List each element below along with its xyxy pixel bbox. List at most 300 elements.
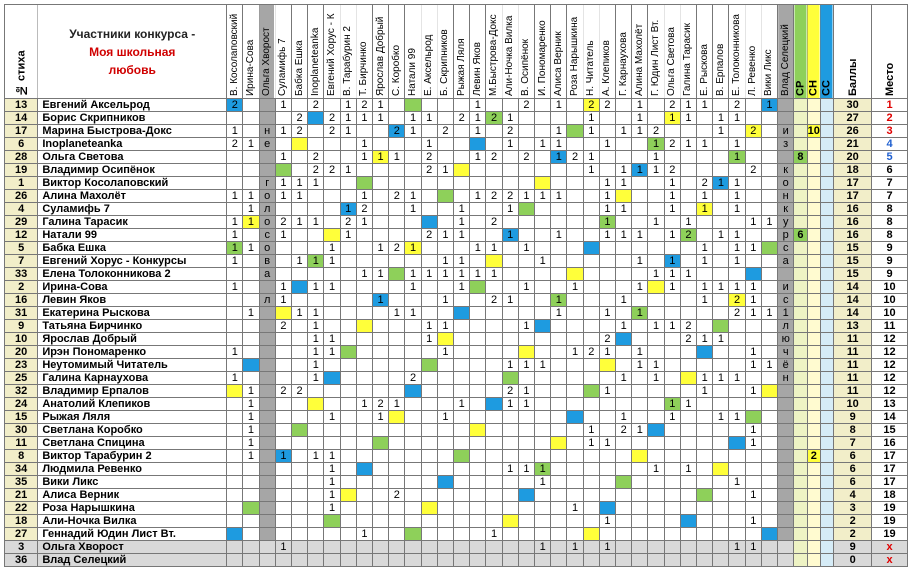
vote-cell [518, 502, 534, 515]
vote-cell [518, 294, 534, 307]
score-cell: 16 [834, 229, 872, 242]
vote-cell [227, 515, 243, 528]
vote-cell [680, 281, 696, 294]
row-number: 2 [5, 281, 38, 294]
special-cell [807, 372, 820, 385]
vote-cell [227, 450, 243, 463]
vote-cell [486, 554, 502, 567]
header-score: Баллы [834, 5, 872, 99]
vote-cell: 1 [745, 216, 761, 229]
vote-cell [486, 463, 502, 476]
vote-cell: 1 [373, 242, 389, 255]
vote-cell [761, 528, 777, 541]
vote-cell [616, 268, 632, 281]
score-cell: 27 [834, 112, 872, 125]
vote-cell: 2 [292, 385, 308, 398]
vote-cell [308, 554, 324, 567]
table-row [5, 320, 908, 333]
judge-header: Н. Читатель [583, 5, 599, 99]
vote-cell: 1 [680, 268, 696, 281]
vote-cell [486, 320, 502, 333]
vote-cell: 2 [389, 489, 405, 502]
vote-cell [389, 476, 405, 489]
vote-cell [697, 268, 713, 281]
vote-cell [535, 515, 551, 528]
vote-cell [437, 515, 453, 528]
vote-cell [680, 424, 696, 437]
row-number: 12 [5, 229, 38, 242]
vote-cell [470, 502, 486, 515]
vote-cell [373, 203, 389, 216]
vote-cell: 1 [308, 320, 324, 333]
vote-cell: 1 [648, 268, 664, 281]
judge-header: В. Ерпалов [713, 5, 729, 99]
table-row [5, 489, 908, 502]
vote-cell [697, 437, 713, 450]
vote-cell: 1 [745, 242, 761, 255]
vote-cell [356, 411, 372, 424]
vote-cell: 1 [729, 372, 745, 385]
special-cell [794, 203, 807, 216]
vote-cell [680, 294, 696, 307]
vote-cell: 2 [437, 125, 453, 138]
vote-cell: 1 [373, 151, 389, 164]
vote-cell [567, 385, 583, 398]
vote-cell: 1 [632, 99, 648, 112]
vote-cell [502, 268, 518, 281]
vote-cell: 1 [599, 515, 615, 528]
vote-cell [502, 424, 518, 437]
vote-cell [340, 138, 356, 151]
vote-cell [227, 541, 243, 554]
vote-cell: 1 [745, 515, 761, 528]
vote-cell: 1 [356, 190, 372, 203]
vote-cell: 1 [697, 294, 713, 307]
judge-header: Inoplaneteanka [308, 5, 324, 99]
vote-cell [567, 320, 583, 333]
vote-cell [729, 424, 745, 437]
vote-cell [729, 320, 745, 333]
vote-cell [470, 385, 486, 398]
vote-cell: 1 [599, 437, 615, 450]
vote-cell [292, 99, 308, 112]
place-cell: 7 [872, 177, 908, 190]
special-cell [820, 372, 833, 385]
vote-cell: 1 [470, 151, 486, 164]
vote-cell [778, 515, 794, 528]
vote-cell [502, 489, 518, 502]
vote-cell [745, 177, 761, 190]
vote-cell [583, 281, 599, 294]
vote-cell [583, 320, 599, 333]
vote-cell [632, 502, 648, 515]
vote-cell [697, 320, 713, 333]
vote-cell [761, 294, 777, 307]
vote-cell: 1 [275, 190, 291, 203]
vote-cell [259, 281, 275, 294]
participant-name: Евгений Хорус - Конкурсы [38, 255, 227, 268]
vote-cell: 1 [599, 385, 615, 398]
place-cell: 13 [872, 398, 908, 411]
vote-cell [697, 554, 713, 567]
special-cell [820, 333, 833, 346]
vote-cell [713, 398, 729, 411]
vote-cell: з [778, 138, 794, 151]
vote-cell [340, 359, 356, 372]
vote-cell [470, 398, 486, 411]
vote-cell [373, 359, 389, 372]
vote-cell [308, 190, 324, 203]
vote-cell: 1 [664, 177, 680, 190]
vote-cell [389, 112, 405, 125]
vote-cell [486, 177, 502, 190]
vote-cell [551, 281, 567, 294]
vote-cell [567, 359, 583, 372]
vote-cell: 1 [340, 125, 356, 138]
vote-cell [502, 528, 518, 541]
special-cell [794, 515, 807, 528]
vote-cell [761, 476, 777, 489]
vote-cell [502, 372, 518, 385]
vote-cell: 2 [389, 242, 405, 255]
vote-cell: 1 [664, 411, 680, 424]
contest-title [38, 5, 227, 99]
special-cell [820, 203, 833, 216]
vote-cell [470, 476, 486, 489]
vote-cell [616, 216, 632, 229]
vote-cell [324, 294, 340, 307]
vote-cell [729, 333, 745, 346]
participant-name: Ярослав Добрый [38, 333, 227, 346]
participant-name: Светлана Коробко [38, 424, 227, 437]
vote-cell [437, 242, 453, 255]
vote-cell: 1 [502, 229, 518, 242]
vote-cell [616, 255, 632, 268]
vote-cell [389, 515, 405, 528]
vote-cell [761, 450, 777, 463]
vote-cell [551, 164, 567, 177]
vote-cell [470, 320, 486, 333]
vote-cell [518, 515, 534, 528]
special-cell [807, 424, 820, 437]
row-number: 26 [5, 190, 38, 203]
vote-cell [632, 385, 648, 398]
vote-cell [616, 333, 632, 346]
vote-cell: 1 [227, 281, 243, 294]
special-header: СС [820, 5, 833, 99]
vote-cell: 2 [308, 99, 324, 112]
vote-cell [648, 203, 664, 216]
vote-cell: 2 [664, 164, 680, 177]
score-cell: 6 [834, 463, 872, 476]
special-cell [820, 359, 833, 372]
vote-cell: 1 [632, 164, 648, 177]
vote-cell [551, 268, 567, 281]
special-cell [820, 541, 833, 554]
vote-cell [486, 411, 502, 424]
vote-cell [405, 424, 421, 437]
vote-cell: 2 [275, 216, 291, 229]
vote-cell: 2 [599, 333, 615, 346]
vote-cell [632, 541, 648, 554]
vote-cell: 1 [713, 177, 729, 190]
vote-cell [292, 372, 308, 385]
vote-cell [356, 554, 372, 567]
vote-cell: 1 [583, 125, 599, 138]
vote-cell [680, 164, 696, 177]
vote-cell [421, 463, 437, 476]
vote-cell [454, 385, 470, 398]
vote-cell: 1 [437, 320, 453, 333]
special-cell [794, 125, 807, 138]
vote-cell [308, 385, 324, 398]
vote-cell [421, 307, 437, 320]
vote-cell: 1 [292, 177, 308, 190]
vote-cell [761, 203, 777, 216]
vote-cell: 1 [567, 541, 583, 554]
participant-name: Галина Тарасик [38, 216, 227, 229]
vote-cell: 1 [437, 164, 453, 177]
table-row [5, 281, 908, 294]
vote-cell: 1 [664, 203, 680, 216]
vote-cell [421, 528, 437, 541]
special-cell [807, 268, 820, 281]
vote-cell: 1 [470, 99, 486, 112]
vote-cell: 1 [405, 268, 421, 281]
special-cell [820, 528, 833, 541]
vote-cell [373, 229, 389, 242]
vote-cell [664, 307, 680, 320]
vote-cell [259, 411, 275, 424]
vote-cell [243, 125, 259, 138]
vote-cell [567, 177, 583, 190]
judge-header: В. Осипёнок [518, 5, 534, 99]
vote-cell [292, 450, 308, 463]
vote-cell [470, 229, 486, 242]
vote-cell [551, 372, 567, 385]
special-cell [794, 281, 807, 294]
vote-cell: 1 [227, 242, 243, 255]
vote-cell [340, 177, 356, 190]
vote-cell [454, 554, 470, 567]
score-cell: 6 [834, 450, 872, 463]
vote-cell [373, 450, 389, 463]
vote-cell [389, 333, 405, 346]
vote-cell [308, 463, 324, 476]
vote-cell [729, 528, 745, 541]
table-row [5, 216, 908, 229]
vote-cell [324, 151, 340, 164]
vote-cell: 1 [745, 437, 761, 450]
special-cell [807, 320, 820, 333]
vote-cell [292, 281, 308, 294]
vote-cell [745, 203, 761, 216]
row-number: 17 [5, 125, 38, 138]
vote-cell: 2 [486, 190, 502, 203]
participant-name: Inoplaneteanka [38, 138, 227, 151]
vote-cell [713, 320, 729, 333]
vote-cell [502, 476, 518, 489]
vote-cell [745, 255, 761, 268]
vote-cell [243, 229, 259, 242]
vote-cell: 1 [454, 398, 470, 411]
vote-cell [275, 411, 291, 424]
vote-cell: 1 [616, 177, 632, 190]
vote-cell [551, 177, 567, 190]
vote-cell [454, 450, 470, 463]
vote-cell [373, 216, 389, 229]
vote-cell [729, 346, 745, 359]
vote-cell [616, 242, 632, 255]
vote-cell [324, 268, 340, 281]
vote-cell: 1 [340, 164, 356, 177]
vote-cell [486, 437, 502, 450]
vote-cell [535, 398, 551, 411]
special-cell: 2 [807, 450, 820, 463]
judge-header: В. Тарабурин 2 [340, 5, 356, 99]
participant-name: Евгений Аксельрод [38, 99, 227, 112]
vote-cell: 1 [405, 242, 421, 255]
place-cell: x [872, 541, 908, 554]
vote-cell [502, 346, 518, 359]
vote-cell [454, 190, 470, 203]
vote-cell [486, 476, 502, 489]
vote-cell [697, 164, 713, 177]
special-cell [820, 320, 833, 333]
vote-cell [583, 203, 599, 216]
place-cell: 12 [872, 333, 908, 346]
vote-cell: 1 [680, 216, 696, 229]
vote-cell [227, 177, 243, 190]
vote-cell [421, 489, 437, 502]
vote-cell [340, 515, 356, 528]
vote-cell [713, 255, 729, 268]
vote-cell: о [778, 177, 794, 190]
vote-cell [486, 502, 502, 515]
vote-cell [275, 489, 291, 502]
vote-cell [340, 502, 356, 515]
vote-cell [583, 385, 599, 398]
special-cell [794, 268, 807, 281]
vote-cell [713, 359, 729, 372]
vote-cell [324, 424, 340, 437]
vote-cell [551, 554, 567, 567]
vote-cell [567, 138, 583, 151]
vote-cell [567, 125, 583, 138]
vote-cell [502, 411, 518, 424]
table-row [5, 437, 908, 450]
vote-cell [373, 177, 389, 190]
vote-cell [583, 294, 599, 307]
vote-cell [761, 320, 777, 333]
participant-name: Людмила Ревенко [38, 463, 227, 476]
vote-cell [356, 424, 372, 437]
vote-cell: 2 [502, 125, 518, 138]
vote-cell [324, 359, 340, 372]
row-number: 20 [5, 346, 38, 359]
vote-cell: 1 [437, 229, 453, 242]
table-row [5, 112, 908, 125]
vote-cell [648, 242, 664, 255]
vote-cell [340, 372, 356, 385]
vote-cell [583, 411, 599, 424]
vote-cell [599, 281, 615, 294]
vote-cell [583, 463, 599, 476]
table-row [5, 268, 908, 281]
vote-cell [340, 476, 356, 489]
vote-cell [697, 489, 713, 502]
vote-cell [356, 489, 372, 502]
vote-cell [745, 463, 761, 476]
vote-cell [761, 385, 777, 398]
vote-cell: 1 [324, 333, 340, 346]
row-number: 21 [5, 489, 38, 502]
vote-cell [470, 294, 486, 307]
vote-cell [599, 268, 615, 281]
table-row [5, 359, 908, 372]
vote-cell [680, 242, 696, 255]
vote-cell [405, 489, 421, 502]
score-cell: 15 [834, 255, 872, 268]
vote-cell [535, 320, 551, 333]
vote-cell [697, 398, 713, 411]
vote-cell [778, 437, 794, 450]
vote-cell: 1 [697, 203, 713, 216]
vote-cell [745, 450, 761, 463]
vote-cell [227, 268, 243, 281]
participant-name: Ольга Светова [38, 151, 227, 164]
vote-cell [340, 190, 356, 203]
vote-cell [761, 112, 777, 125]
vote-cell [616, 528, 632, 541]
special-cell [794, 112, 807, 125]
vote-cell: 1 [729, 242, 745, 255]
vote-cell [324, 203, 340, 216]
vote-cell [389, 528, 405, 541]
place-cell: 12 [872, 346, 908, 359]
special-cell [820, 112, 833, 125]
vote-cell: и [778, 281, 794, 294]
table-row [5, 151, 908, 164]
special-cell [794, 177, 807, 190]
vote-cell [713, 463, 729, 476]
vote-cell: 1 [697, 138, 713, 151]
vote-cell: 2 [227, 138, 243, 151]
score-cell: 11 [834, 333, 872, 346]
vote-cell [502, 281, 518, 294]
special-cell [794, 424, 807, 437]
vote-cell [405, 476, 421, 489]
vote-cell: 1 [535, 138, 551, 151]
participant-name: Ольга Хворост [38, 541, 227, 554]
vote-cell: 1 [243, 398, 259, 411]
vote-cell [275, 164, 291, 177]
vote-cell [405, 528, 421, 541]
vote-cell [340, 385, 356, 398]
vote-cell: 1 [275, 99, 291, 112]
vote-cell [454, 99, 470, 112]
table-row [5, 502, 908, 515]
vote-cell: 1 [405, 190, 421, 203]
vote-cell [567, 216, 583, 229]
vote-cell [648, 294, 664, 307]
vote-cell [243, 255, 259, 268]
vote-cell [616, 450, 632, 463]
vote-cell [761, 229, 777, 242]
vote-cell [502, 99, 518, 112]
vote-cell [373, 372, 389, 385]
vote-cell [454, 502, 470, 515]
